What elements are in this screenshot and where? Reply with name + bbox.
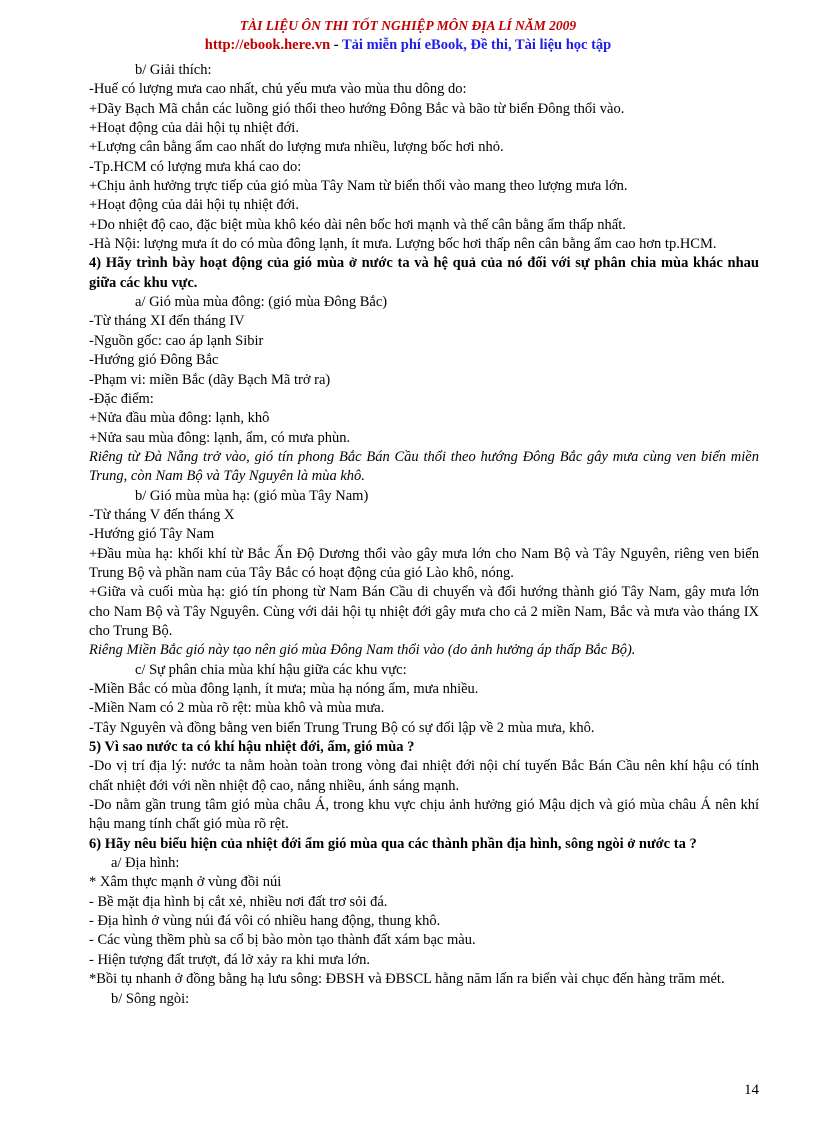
text-line: - Các vùng thềm phù sa cổ bị bào mòn tạo thành đất xám bạc màu. bbox=[89, 932, 476, 949]
text-paragraph: +Đầu mùa hạ: khối khí từ Bắc Ấn Độ Dương thổi vào gây mưa lớn cho Nam Bộ và Tây Nguyên, riêng ven biển Trung Bộ và phần nam của Tây Bắc có hoạt động của gió Lào khô, nóng. bbox=[89, 545, 759, 581]
text-line: -Tây Nguyên và đồng bằng ven biển Trung Trung Bộ có sự đối lập về 2 mùa mưa, khô. bbox=[89, 719, 595, 736]
header-slogan: Tải miễn phí eBook, Đề thi, Tài liệu học tập bbox=[342, 37, 612, 53]
italic-note: Riêng từ Đà Nẵng trở vào, gió tín phong Bắc Bán Cầu thổi theo hướng Đông Bắc gây mưa cùng ven biển miền Trung, còn Nam Bộ và Tây Nguyên là mùa khô. bbox=[89, 448, 759, 485]
subsection-heading: a/ Địa hình: bbox=[111, 855, 180, 872]
document-body bbox=[89, 61, 759, 1009]
page-number: 14 bbox=[744, 1082, 759, 1098]
text-line: -Từ tháng XI đến tháng IV bbox=[89, 313, 245, 330]
subsection-heading: b/ Gió mùa mùa hạ: (gió mùa Tây Nam) bbox=[135, 487, 369, 504]
text-paragraph: *Bồi tụ nhanh ở đồng bằng hạ lưu sông: ĐBSH và ĐBSCL hằng năm lấn ra biển vài chục đến hàng trăm mét. bbox=[89, 971, 725, 988]
text-paragraph: -Do vị trí địa lý: nước ta nằm hoàn toàn trong vòng đai nhiệt đới nội chí tuyến Bắc Bán Cầu nên khí hậu có tính chất nhiệt đới với nền nhiệt độ cao, nắng nhiều, ánh sáng mạnh. bbox=[89, 758, 759, 794]
subsection-heading: b/ Sông ngòi: bbox=[111, 990, 190, 1007]
text-line: +Dãy Bạch Mã chắn các luồng gió thổi theo hướng Đông Bắc và bão từ biển Đông thổi vào. bbox=[89, 100, 625, 117]
italic-note: Riêng Miền Bắc gió này tạo nên gió mùa Đông Nam thổi vào (do ảnh hưởng áp thấp Bắc Bộ). bbox=[89, 642, 636, 659]
text-line: - Địa hình ở vùng núi đá vôi có nhiều hang động, thung khô. bbox=[89, 913, 441, 930]
question-heading: 5) Vì sao nước ta có khí hậu nhiệt đới, ẩm, gió mùa ? bbox=[89, 739, 415, 756]
text-line: -Hướng gió Đông Bắc bbox=[89, 352, 219, 369]
text-line: -Từ tháng V đến tháng X bbox=[89, 506, 235, 523]
text-line: -Miền Nam có 2 mùa rõ rệt: mùa khô và mùa mưa. bbox=[89, 700, 385, 717]
text-line: - Bề mặt địa hình bị cắt xẻ, nhiều nơi đất trơ sỏi đá. bbox=[89, 893, 388, 910]
question-heading: 4) Hãy trình bày hoạt động của gió mùa ở nước ta và hệ quả của nó đối với sự phân chia mùa khác nhau giữa các khu vực. bbox=[89, 255, 759, 291]
text-line: -Hướng gió Tây Nam bbox=[89, 526, 215, 543]
page-header bbox=[0, 17, 816, 55]
text-line: -Miền Bắc có mùa đông lạnh, ít mưa; mùa hạ nóng ẩm, mưa nhiều. bbox=[89, 681, 479, 697]
subsection-heading: b/ Giải thích: bbox=[135, 62, 212, 78]
subsection-heading: c/ Sự phân chia mùa khí hậu giữa các khu vực: bbox=[135, 661, 407, 678]
text-paragraph: -Hà Nội: lượng mưa ít do có mùa đông lạnh, ít mưa. Lượng bốc hơi thấp nên cân bằng ẩm cao hơn tp.HCM. bbox=[89, 236, 717, 253]
text-paragraph: -Do nằm gần trung tâm gió mùa châu Á, trong khu vực chịu ảnh hưởng gió Mậu dịch và gió mùa châu Á nên khí hậu mang tính chất gió mùa rõ rệt. bbox=[89, 797, 759, 833]
header-title: TÀI LIỆU ÔN THI TỐT NGHIỆP MÔN ĐỊA LÍ NĂM 2009 bbox=[239, 18, 577, 33]
header-link[interactable]: http://ebook.here.vn bbox=[204, 37, 331, 53]
text-line: +Nửa sau mùa đông: lạnh, ẩm, có mưa phùn. bbox=[89, 429, 351, 446]
text-line: +Hoạt động của dải hội tụ nhiệt đới. bbox=[89, 120, 299, 137]
text-line: -Nguồn gốc: cao áp lạnh Sibir bbox=[89, 332, 264, 349]
text-paragraph: +Giữa và cuối mùa hạ: gió tín phong từ Nam Bán Cầu di chuyển và đổi hướng thành gió Tây Nam, gây mưa lớn cho Nam Bộ và Tây Nguyên. Cùng với dải hội tụ nhiệt đới gây mưa cho cả 2 miền Nam, Bắc và mưa vào tháng IX cho Trung Bộ. bbox=[89, 584, 759, 639]
text-line: +Chịu ảnh hưởng trực tiếp của gió mùa Tây Nam từ biển thổi vào mang theo lượng mưa lớn. bbox=[89, 178, 628, 195]
text-line: +Lượng cân bằng ẩm cao nhất do lượng mưa nhiều, lượng bốc hơi nhỏ. bbox=[89, 139, 504, 156]
text-line: -Tp.HCM có lượng mưa khá cao do: bbox=[89, 158, 302, 175]
text-line: - Hiện tượng đất trượt, đá lở xảy ra khi mưa lớn. bbox=[89, 951, 370, 968]
header-separator: - bbox=[330, 37, 342, 53]
text-line: +Hoạt động của dải hội tụ nhiệt đới. bbox=[89, 197, 299, 214]
text-line: -Đặc điểm: bbox=[89, 390, 154, 407]
text-line: * Xâm thực mạnh ở vùng đồi núi bbox=[89, 874, 282, 891]
text-line: -Phạm vi: miền Bắc (dãy Bạch Mã trở ra) bbox=[89, 371, 331, 388]
subsection-heading: a/ Gió mùa mùa đông: (gió mùa Đông Bắc) bbox=[135, 294, 388, 311]
text-line: -Huế có lượng mưa cao nhất, chủ yếu mưa vào mùa thu dông do: bbox=[89, 81, 467, 98]
header-subtitle bbox=[0, 36, 816, 55]
text-line: +Nửa đầu mùa đông: lạnh, khô bbox=[89, 410, 270, 427]
question-heading: 6) Hãy nêu biểu hiện của nhiệt đới ẩm gió mùa qua các thành phần địa hình, sông ngòi ở nước ta ? bbox=[89, 835, 697, 852]
text-line: +Do nhiệt độ cao, đặc biệt mùa khô kéo dài nên bốc hơi mạnh và thế cân bằng ẩm thấp nhất. bbox=[89, 216, 626, 233]
